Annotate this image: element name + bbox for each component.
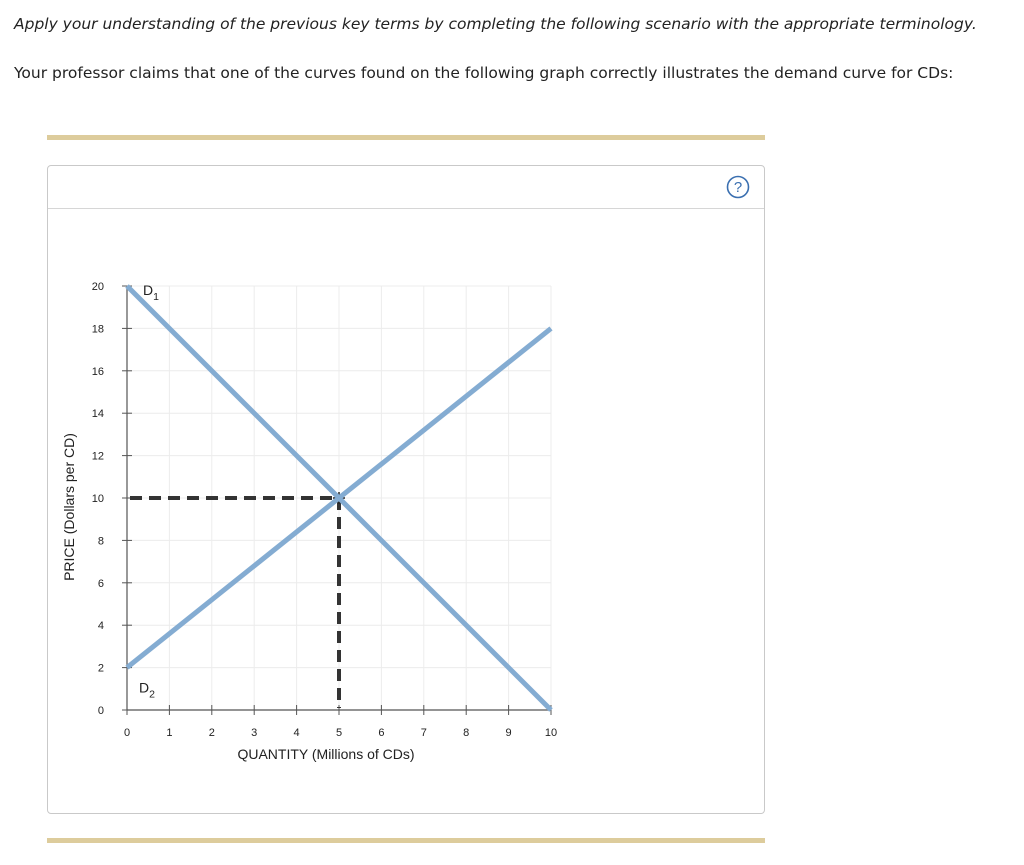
y-tick-label: 2	[97, 662, 104, 675]
x-tick-label: 9	[505, 727, 512, 739]
x-tick-label: 5	[335, 727, 343, 739]
x-tick-label: 0	[123, 727, 131, 739]
x-tick-label: 4	[293, 727, 300, 739]
instructions-intro: Apply your understanding of the previous key terms by completing the following scenario with the appropriate terminology.	[14, 15, 977, 33]
help-glyph: ?	[733, 179, 743, 196]
curve-label-d2: $D_2$	[139, 679, 155, 701]
curve-label-d1: $D_1$	[143, 282, 159, 303]
y-tick-label: 4	[97, 620, 104, 633]
y-tick-label: 8	[97, 535, 104, 548]
x-tick-label: 3	[251, 727, 258, 739]
bottom-divider	[47, 838, 765, 843]
y-tick-label: 12	[91, 450, 104, 463]
x-axis-label: QUANTITY (Millions of CDs)	[237, 746, 415, 762]
y-tick-label: 16	[91, 365, 104, 378]
y-tick-label: 20	[91, 281, 104, 293]
y-axis-label: PRICE (Dollars per CD)	[61, 433, 77, 581]
x-tick-label: 6	[378, 727, 385, 739]
y-tick-label: 14	[91, 408, 104, 421]
reference-lines	[130, 492, 345, 708]
x-tick-label: 2	[208, 727, 215, 739]
y-tick-label: 18	[91, 323, 104, 336]
y-tick-label: 0	[97, 705, 104, 717]
y-tick-label: 6	[97, 577, 104, 590]
scenario-question: Your professor claims that one of the curves found on the following graph correctly illustrates the demand curve for CDs:	[14, 64, 954, 82]
x-tick-label: 1	[166, 727, 173, 739]
x-tick-label: 8	[463, 727, 470, 739]
x-tick-label: 7	[420, 727, 427, 739]
y-tick-label: 10	[91, 493, 104, 505]
x-tick-label: 10	[544, 727, 558, 739]
